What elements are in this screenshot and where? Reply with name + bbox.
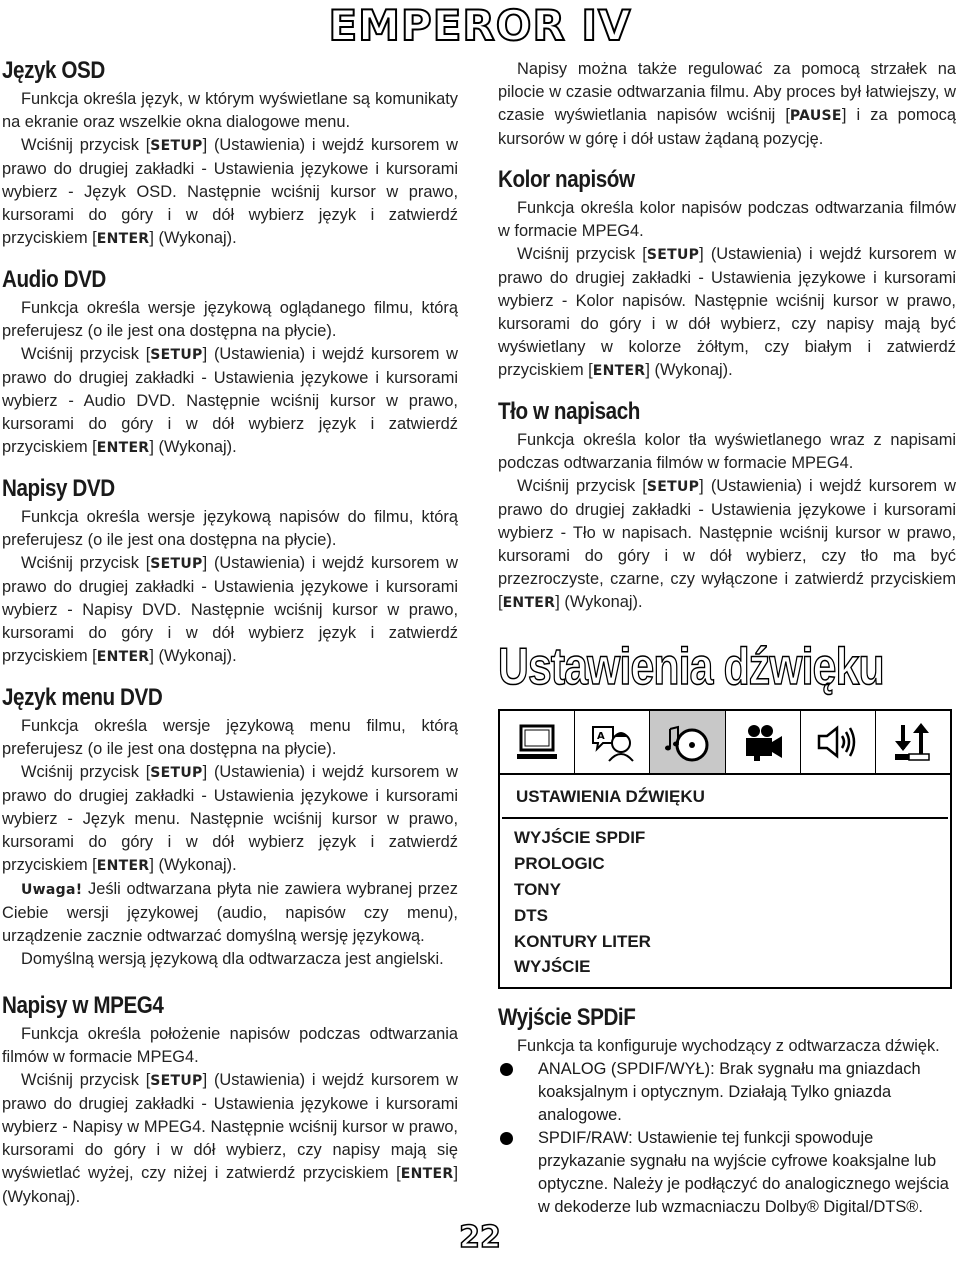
text: Napisy można także regulować za pomocą strzałek na pilocie w czasie odtwarzania filmu. Aby proces był łatwiejszy, w czasie wyświetlania napisów wciśnij [	[498, 60, 956, 124]
text: ] (Wykonaj).	[2, 1164, 458, 1206]
text: ] (Ustawienia) i wejdź kursorem w prawo do drugiej zakładki - Ustawienia językowe i kursorami wybierz - Audio DVD. Następnie wciśnij kursor w prawo, kursorami do góry i w dół wybierz język i zatwierdź przyciskiem [	[2, 345, 458, 456]
setup-key: SETUP	[150, 556, 203, 572]
text: Wciśnij przycisk [	[21, 136, 151, 154]
text: Wciśnij przycisk [	[517, 477, 647, 495]
menu-exit-item[interactable]: WYJŚCIE	[514, 957, 591, 976]
setup-key: SETUP	[150, 1073, 203, 1089]
section-title: Napisy w MPEG4	[2, 992, 164, 1019]
right-column	[498, 56, 956, 1233]
enter-key: ENTER	[502, 595, 556, 611]
speaker-icon[interactable]	[801, 711, 876, 773]
left-column	[2, 56, 458, 1223]
camera-icon[interactable]	[726, 711, 801, 773]
bullet-list	[500, 1058, 956, 1219]
section-wyjscie-spdif	[498, 1003, 956, 1219]
paragraph: Funkcja określa wersje językową menu filmu, którą preferujesz (o ile jest ona dostępna na płycie).	[2, 717, 458, 758]
monitor-icon[interactable]	[500, 711, 575, 773]
paragraph	[2, 134, 458, 251]
audio-settings-menu	[498, 709, 952, 989]
text: ] (Ustawienia) i wejdź kursorem w prawo do drugiej zakładki - Ustawienia językowe i kursorami wybierz - Język OSD. Następnie wciśnij kursor w prawo, kursorami do góry i w dół wybierz język i zatwierdź przyciskiem [	[2, 136, 458, 247]
paragraph: Funkcja określa kolor napisów podczas odtwarzania filmów w formacie MPEG4.	[498, 199, 956, 240]
text: Wciśnij przycisk [	[21, 554, 151, 572]
bullet-item: ANALOG (SPDIF/WYŁ): Brak sygnału ma gniazdach koaksjalnym i optycznym. Działają Tylko gniazda analogowe.	[500, 1058, 956, 1127]
audio-settings-title: Ustawienia dźwięku	[498, 638, 884, 696]
menu-item-dts[interactable]: DTS	[514, 906, 548, 925]
text: ] (Wykonaj).	[149, 229, 237, 247]
menu-item-prologic[interactable]: PROLOGIC	[514, 854, 605, 873]
pause-key: PAUSE	[789, 108, 842, 124]
menu-list	[500, 825, 950, 955]
text: Wciśnij przycisk [	[21, 345, 151, 363]
setup-key: SETUP	[150, 765, 203, 781]
text: Wciśnij przycisk [	[21, 763, 151, 781]
note-label: Uwaga!	[21, 882, 83, 898]
section-title: Wyjście SPDiF	[498, 1004, 636, 1031]
text: ] (Ustawienia) i wejdź kursorem w prawo do drugiej zakładki - Ustawienia językowe i kursorami wybierz - Kolor napisów. Następnie wciśnij kursor w prawo, kursorami do góry i w dół wybierz, czy napisy mają być wyświetlany w kolorze żółtym, czy białym i zatwierdź przyciskiem [	[498, 245, 956, 379]
text: ] (Wykonaj).	[149, 438, 237, 456]
text: ] (Ustawienia) i wejdź kursorem w prawo do drugiej zakładki - Ustawienia językowe i kursorami wybierz - Napisy w MPEG4. Następnie wciśnij kursor w prawo, kursorami do góry i w dół wybierz, czy napisy mają się wyświetlać wyżej, czy niżej i zatwierdź przyciskiem [	[2, 1071, 458, 1182]
enter-key: ENTER	[400, 1166, 454, 1182]
menu-item-kontury[interactable]: KONTURY LITER	[514, 932, 651, 951]
section-title: Audio DVD	[2, 266, 106, 293]
paragraph	[498, 475, 956, 615]
text: ] (Wykonaj).	[149, 647, 237, 665]
enter-key: ENTER	[96, 231, 150, 247]
enter-key: ENTER	[96, 649, 150, 665]
svg-text:A: A	[597, 731, 605, 742]
paragraph: Funkcja ta konfiguruje wychodzący z odtwarzacza dźwięk.	[517, 1037, 940, 1055]
text: ] (Ustawienia) i wejdź kursorem w prawo do drugiej zakładki - Ustawienia językowe i kursorami wybierz - Język menu. Następnie wciśnij kursor w prawo, kursorami do góry i w dół wybierz język i zatwierdź przyciskiem [	[2, 763, 458, 874]
text: Wciśnij przycisk [	[517, 245, 647, 263]
enter-key: ENTER	[96, 858, 150, 874]
section-title: Tło w napisach	[498, 398, 640, 425]
text: ] (Wykonaj).	[555, 593, 643, 611]
text: Jeśli odtwarzana płyta nie zawiera wybranej przez Ciebie wersji językowej (audio, napisów czy menu), urządzenie zacznie odtwarzać domyślną wersję językową.	[2, 880, 458, 945]
menu-item-spdif[interactable]: WYJŚCIE SPDIF	[514, 828, 646, 847]
section-tlo-w-napisach	[498, 397, 956, 615]
menu-item-tony[interactable]: TONY	[514, 880, 561, 899]
section-title: Język OSD	[2, 57, 105, 84]
paragraph: Funkcja określa wersje językową oglądanego filmu, którą preferujesz (o ile jest ona dostępna na płycie).	[2, 299, 458, 340]
paragraph	[2, 761, 458, 878]
text: Wciśnij przycisk [	[21, 1071, 151, 1089]
section-title: Napisy DVD	[2, 475, 115, 502]
setup-key: SETUP	[646, 479, 700, 495]
paragraph: Funkcja określa wersje językową napisów do filmu, którą preferujesz (o ile jest ona dostępna na płycie).	[2, 508, 458, 549]
paragraph	[2, 343, 458, 460]
section-mpeg4-continued	[498, 58, 956, 151]
section-napisy-mpeg4	[2, 991, 458, 1209]
text: ] (Wykonaj).	[645, 361, 733, 379]
setup-key: SETUP	[646, 247, 700, 263]
section-kolor-napisow	[498, 165, 956, 383]
menu-icon-row	[500, 711, 950, 775]
paragraph: Domyślną wersją językową dla odtwarzacza jest angielski.	[21, 950, 444, 968]
paragraph: Funkcja określa położenie napisów podczas odtwarzania filmów w formacie MPEG4.	[2, 1025, 458, 1066]
section-jezyk-osd	[2, 56, 458, 251]
menu-header: USTAWIENIA DŹWIĘKU	[502, 775, 948, 819]
paragraph: Funkcja określa język, w którym wyświetlane są komunikaty na ekranie oraz wszelkie okna dialogowe menu.	[2, 90, 458, 131]
section-title: Język menu DVD	[2, 684, 163, 711]
music-disc-icon[interactable]	[650, 711, 725, 773]
paragraph	[498, 58, 956, 151]
section-jezyk-menu	[2, 683, 458, 971]
section-audio-dvd	[2, 265, 458, 460]
brand-header: EMPEROR IV	[328, 1, 632, 50]
paragraph	[498, 243, 956, 383]
enter-key: ENTER	[96, 440, 150, 456]
setup-key: SETUP	[150, 138, 203, 154]
section-napisy-dvd	[2, 474, 458, 669]
language-icon[interactable]	[575, 711, 650, 773]
paragraph	[2, 1069, 458, 1209]
bullet-item: SPDIF/RAW: Ustawienie tej funkcji spowoduje przykazanie sygnału na wyjście cyfrowe koaksjalne lub optyczne. Należy je podłączyć do analogicznego wejścia w dekoderze lub wzmacniaczu Dolby® Digital/DTS®.	[500, 1127, 956, 1219]
paragraph: Funkcja określa kolor tła wyświetlanego wraz z napisami podczas odtwarzania filmów w formacie MPEG4.	[498, 431, 956, 472]
text: ] (Ustawienia) i wejdź kursorem w prawo do drugiej zakładki - Ustawienia językowe i kursorami wybierz - Tło w napisach. Następnie wciśnij kursor w prawo, kursorami do góry i w dół wybierz, czy tło ma być przezroczyste, czarne, czy wyłączone i zatwierdź przyciskiem [	[498, 477, 956, 611]
arrows-icon[interactable]	[876, 711, 950, 773]
paragraph	[2, 552, 458, 669]
page-number: 22	[459, 1220, 501, 1255]
text: ] i za pomocą kursorów w górę i dół ustaw żądaną pozycję.	[498, 106, 956, 148]
text: ] (Ustawienia) i wejdź kursorem w prawo do drugiej zakładki - Ustawienia językowe i kursorami wybierz - Napisy DVD. Następnie wciśnij kursor w prawo, kursorami do góry i w dół wybierz język i zatwierdź przyciskiem [	[2, 554, 458, 665]
section-title: Kolor napisów	[498, 166, 635, 193]
text: ] (Wykonaj).	[149, 856, 237, 874]
note-paragraph	[2, 878, 458, 948]
setup-key: SETUP	[150, 347, 203, 363]
enter-key: ENTER	[592, 363, 646, 379]
